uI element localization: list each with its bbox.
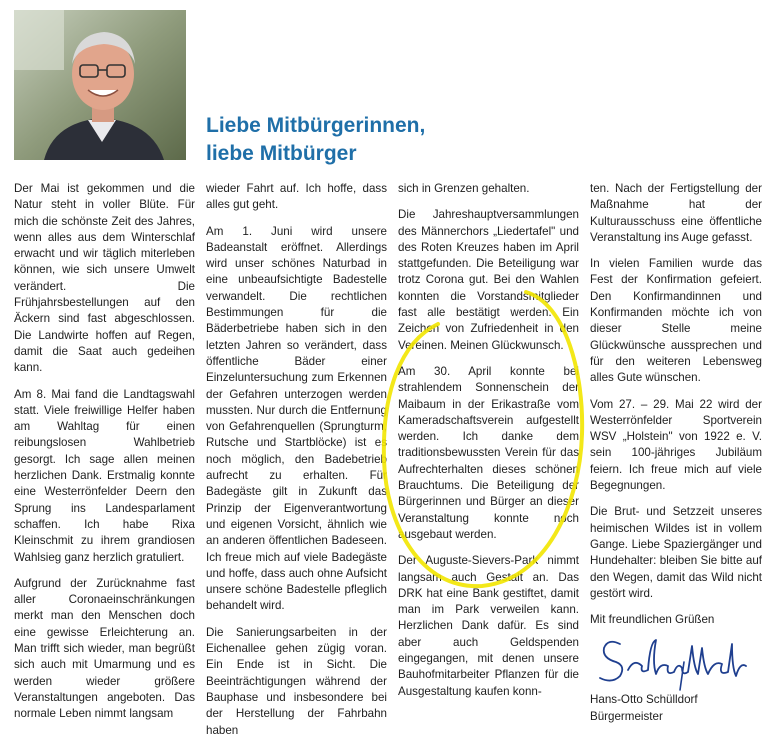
paragraph: Der Auguste-Sievers-Park nimmt langsam auch Gestalt an. Das DRK hat eine Bank gestiftet, damit man im Park verweilen kann. Herzlichen Dank dafür. Es sind aber auch Geldspenden eingegangen, mit denen unsere Bauhofmitarbeiter Pflanzen für die Ausgestaltung kaufen konn-: [398, 554, 579, 698]
paragraph: Am 1. Juni wird unsere Badeanstalt eröffnet. Allerdings wird unser schönes Naturbad in eine unbeaufsichtigte Badestelle verwandelt. Die rechtlichen Bestimmungen für die Bäderbetriebe haben sich in den letzten Jahren so verändert, dass öffentliche Bäder einer Einzeluntersuchung zum Erkennen der Gefahren unterzogen werden mussten. Nur durch die Entfernung von Gefahrenquellen (Sprungturm, Rutsche und Startblöcke) ist es noch möglich, den Badebetrieb aufrecht zu erhalten. Für Badegäste gilt in Zukunft das Prinzip der Eigenverantwortung und eigenen Vorsicht, ähnlich wie an anderen öffentlichen Badeseen. Ich freue mich auf viele Badegäste und hoffe, dass auch ohne Aufsicht unsere schöne Badestelle pfleglich behandelt wird.: [206, 224, 387, 613]
paragraph: Vom 27. – 29. Mai 22 wird der Westerrönfelder Sportverein WSV „Holstein" von 1922 e. V. sein 100-jähriges Jubiläum feiern. Ich freue mich auf viele Begegnungen.: [590, 397, 762, 493]
paragraph: ten. Nach der Fertigstellung der Maßnahme hat der Kulturausschuss eine öffentliche Veranstaltung ins Auge gefasst.: [590, 182, 762, 244]
handwritten-signature: [590, 632, 760, 692]
paragraph: Am 30. April konnte bei strahlendem Sonnenschein der Maibaum in der Erikastraße vom Kameradschaftsverein aufgestellt werden. Ich danke dem traditionsbewussten Verein für das Aufrechterhalten dieses schönen Brauchtums. Die Beteiligung der Bürgerinnen und Bürger an dieser Veranstaltung konnte noch ausgebaut werden.: [398, 364, 579, 541]
mayor-portrait-photo: [14, 10, 186, 160]
paragraph: Die Sanierungsarbeiten in der Eichenallee gehen zügig voran. Ein Ende ist in Sicht. Die Beeinträchtigungen während der Bauphase und insbesondere bei der Herstellung der Fahrbahn haben: [206, 625, 387, 737]
paragraph: Die Jahreshauptversammlungen des Männerchors „Liedertafel" und des Roten Kreuzes haben im April stattgefunden. Die Beteiligung war trotz Corona gut. Bei den Wahlen konnten die Vorstandsmitglieder fast alle bestätigt werden. Ein Zeichen von Zufriedenheit in den Vereinen. Meinen Glückwunsch.: [398, 208, 579, 352]
title-line-1: Liebe Mitbürgerinnen,: [206, 114, 426, 137]
paragraph: Am 8. Mai fand die Landtagswahl statt. Viele freiwillige Helfer haben am Wahltag für einen reibungslosen Wahlbetrieb gesorgt. Ich sage allen meinen herzlichen Dank. Erstmalig konnte eine Westerrönfelder Deern den Sprung ins Landesparlament schaffen. Ich habe Rixa Kleinschmit zu ihrem grandiosen Wahlsieg ganz herzlich gratuliert.: [14, 387, 195, 564]
paragraph: sich in Grenzen gehalten.: [398, 182, 530, 195]
signature-area: [590, 632, 762, 692]
paragraph: Die Brut- und Setzzeit unseres heimischen Wildes ist in vollem Gange. Liebe Spaziergänger und Hundehalter: bleiben Sie bitte auf den Wegen, damit das Wild nicht gestört wird.: [590, 505, 762, 600]
signatory-name: Hans-Otto Schülldorf: [590, 693, 698, 707]
paragraph: Aufgrund der Zurücknahme fast aller Coronaeinschränkungen merkt man den Menschen doch eine gewisse Erleichterung an. Man trifft sich wieder, man begrüßt sich auch mit Umarmung und es werden wieder größere Veranstaltungen angeboten. Das normale Leben nimmt langsam: [14, 576, 195, 721]
text-column-2: [206, 181, 387, 749]
text-column-1: [14, 181, 195, 733]
title-line-2: liebe Mitbürger: [206, 142, 357, 165]
page-title: [206, 112, 425, 168]
paragraph: wieder Fahrt auf. Ich hoffe, dass alles gut geht.: [206, 182, 387, 212]
text-column-4: [590, 181, 762, 725]
signatory-role: Bürgermeister: [590, 709, 663, 723]
closing-greeting: Mit freundlichen Grüßen: [590, 613, 715, 627]
paragraph: In vielen Familien wurde das Fest der Konfirmation gefeiert. Den Konfirmandinnen und Konfirmanden möchte ich von dieser Stelle meine Glückwünsche aussprechen und für den weiteren Lebensweg alles Gute wünschen.: [590, 257, 762, 385]
text-column-3: [398, 181, 579, 710]
paragraph: Der Mai ist gekommen und die Natur steht in voller Blüte. Für mich die schönste Zeit des Jahres, wenn alles aus dem Winterschlaf erwacht und wir täglich miterleben können, wie sich unsere Umwelt verändert. Die Frühjahrsbestellungen auf den Äckern sind fast abgeschlossen. Die Landwirte hoffen auf Regen, damit die Saat auch gedeihen kann.: [14, 182, 195, 375]
letter-body: [0, 181, 768, 737]
